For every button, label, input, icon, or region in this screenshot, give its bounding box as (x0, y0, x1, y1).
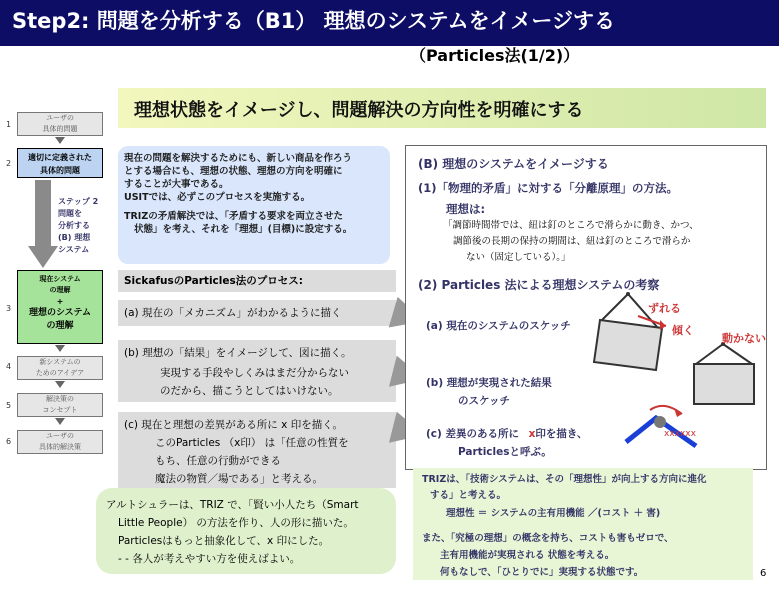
slip-arrow-icon (636, 312, 676, 332)
intro-line: 現在の問題を解決するためにも、新しい商品を作ろう (124, 153, 353, 164)
process-a: (a) 現在の「メカニズム」がわかるように描く (124, 307, 342, 319)
process-c-line: このParticles （x印） は「任意の性質を (155, 437, 349, 449)
triz-formula: 理想性 ＝ システムの主有用機能 ／(コスト ＋ 害) (446, 508, 661, 519)
ideal-label: 理想は: (446, 202, 486, 216)
page-title: Step2: 問題を分析する（B1） 理想のシステムをイメージする (12, 9, 615, 33)
svg-text:xxxxxx: xxxxxx (664, 429, 696, 439)
sketch-c-label-2: Particlesと呼ぶ。 (458, 446, 552, 458)
page-subtitle: （Particles法(1/2)） (410, 46, 580, 65)
step-4-label: ためのアイデア (35, 369, 85, 377)
process-c-line: もち、任意の行動ができる (155, 455, 281, 467)
process-c-line: 魔法の物質／場である」と考える。 (155, 473, 323, 485)
sketch-c-text: (c) 差異のある所に (426, 428, 519, 440)
step-3-label: の理解 (49, 286, 71, 294)
arrow-note-line: 問題を (58, 209, 82, 218)
page-number: 6 (760, 568, 767, 579)
intro-line: TRIZの矛盾解決では、「矛盾する要求を両立させた (124, 211, 343, 222)
process-b-line: のだから、描こうとしてはいけない。 (160, 385, 339, 397)
arrow-note-line: システム (58, 245, 90, 254)
level-frame-sketch (690, 338, 760, 408)
label-katamuku: 傾く (672, 324, 694, 337)
triz-line: 主有用機能が実現される 状態を考える。 (440, 550, 615, 561)
label-zureru: ずれる (648, 302, 681, 315)
sketch-b-label: のスケッチ (458, 395, 510, 407)
sketch-a-label: (a) 現在のシステムのスケッチ (426, 320, 571, 332)
altshuller-line: アルトシュラーは、TRIZ で、「賢い小人たち（Smart (106, 499, 359, 511)
ideal-line: ない（固定している）。」 (466, 252, 571, 263)
step-5-number: 5 (6, 401, 12, 410)
triz-line: また、「究極の理想」の概念を持ち、コストも害もゼロで、 (422, 533, 674, 544)
arrow-note-line: ステップ 2 (58, 197, 99, 206)
step-3-label: 理想のシステム (28, 308, 92, 318)
step-4-label: 新システムの (39, 358, 81, 366)
step-6-label: ユーザの (46, 432, 74, 440)
intro-line: 状態」を考え、それを「理想」(目標)に設定する。 (134, 224, 353, 235)
step-1-number: 1 (6, 120, 12, 129)
altshuller-line: Particlesはもっと抽象化して、x 印にした。 (118, 535, 330, 547)
sketch-b-label: (b) 理想が実現された結果 (426, 377, 552, 389)
step-1-label: ユーザの (46, 114, 74, 122)
step-6-label: 具体的解決策 (39, 443, 81, 451)
altshuller-line: - - 各人が考えやすい方を使えばよい。 (118, 553, 301, 565)
step-2-label: 具体的問題 (40, 166, 80, 175)
process-header: SickafusのParticles法のプロセス: (124, 275, 303, 287)
step-3-label: 現在システム (39, 275, 81, 283)
intro-line: USITでは、必ずこのプロセスを実施する。 (124, 192, 311, 203)
step-3-number: 3 (6, 304, 12, 313)
intro-line: とする場合にも、理想の状態、理想の方向を明確に (124, 166, 343, 177)
step-4-number: 4 (6, 362, 12, 371)
panel-section-2: (2) Particles 法による理想システムの考察 (418, 278, 660, 292)
sketch-c-label (426, 426, 588, 441)
triz-line: TRIZは、「技術システムは、その「理想性」が向上する方向に進化 (422, 474, 707, 485)
step-2-label: 適切に定義された (28, 153, 92, 162)
step-3-label: の理解 (46, 321, 74, 331)
step-2-number: 2 (6, 159, 12, 168)
step-3-label: + (56, 297, 64, 306)
process-b-line: 実現する手段やしくみはまだ分からない (160, 367, 349, 379)
label-ugokanai: 動かない (722, 332, 766, 345)
intro-line: することが大事である。 (124, 179, 229, 190)
altshuller-callout (96, 488, 396, 574)
process-c-line: (c) 現在と理想の差異がある所に x 印を描く。 (124, 419, 343, 431)
arrow-note-line: 分析する (58, 221, 90, 230)
triz-line: する」と考える。 (430, 490, 507, 501)
ideal-line: 「調節時間帯では、紐は釘のところで滑らかに動き、かつ、 (443, 220, 699, 231)
particles-sketch (622, 402, 702, 452)
arrow-note-line: (B) 理想 (58, 233, 91, 242)
panel-section-1: (1)「物理的矛盾」に対する「分離原理」の方法。 (418, 181, 679, 195)
step-5-label: 解決策の (46, 395, 74, 403)
banner-text: 理想状態をイメージし、問題解決の方向性を明確にする (134, 100, 584, 121)
altshuller-line: Little People） の方法を作り、人の形に描いた。 (118, 517, 354, 529)
step-1-label: 具体的問題 (42, 125, 78, 133)
sketch-c-text: 印を描き、 (535, 428, 588, 440)
triz-line: 何もなしで、「ひとりでに」実現する状態です。 (440, 567, 644, 578)
step-6-number: 6 (6, 437, 12, 446)
step-5-label: コンセプト (42, 406, 78, 414)
ideal-line: 調節後の長期の保持の期間は、紐は釘のところで滑らか (453, 236, 691, 247)
panel-heading: (B) 理想のシステムをイメージする (418, 157, 609, 171)
process-b-line: (b) 理想の「結果」をイメージして、図に描く。 (124, 347, 352, 359)
particle-x-mark: x (528, 428, 536, 440)
